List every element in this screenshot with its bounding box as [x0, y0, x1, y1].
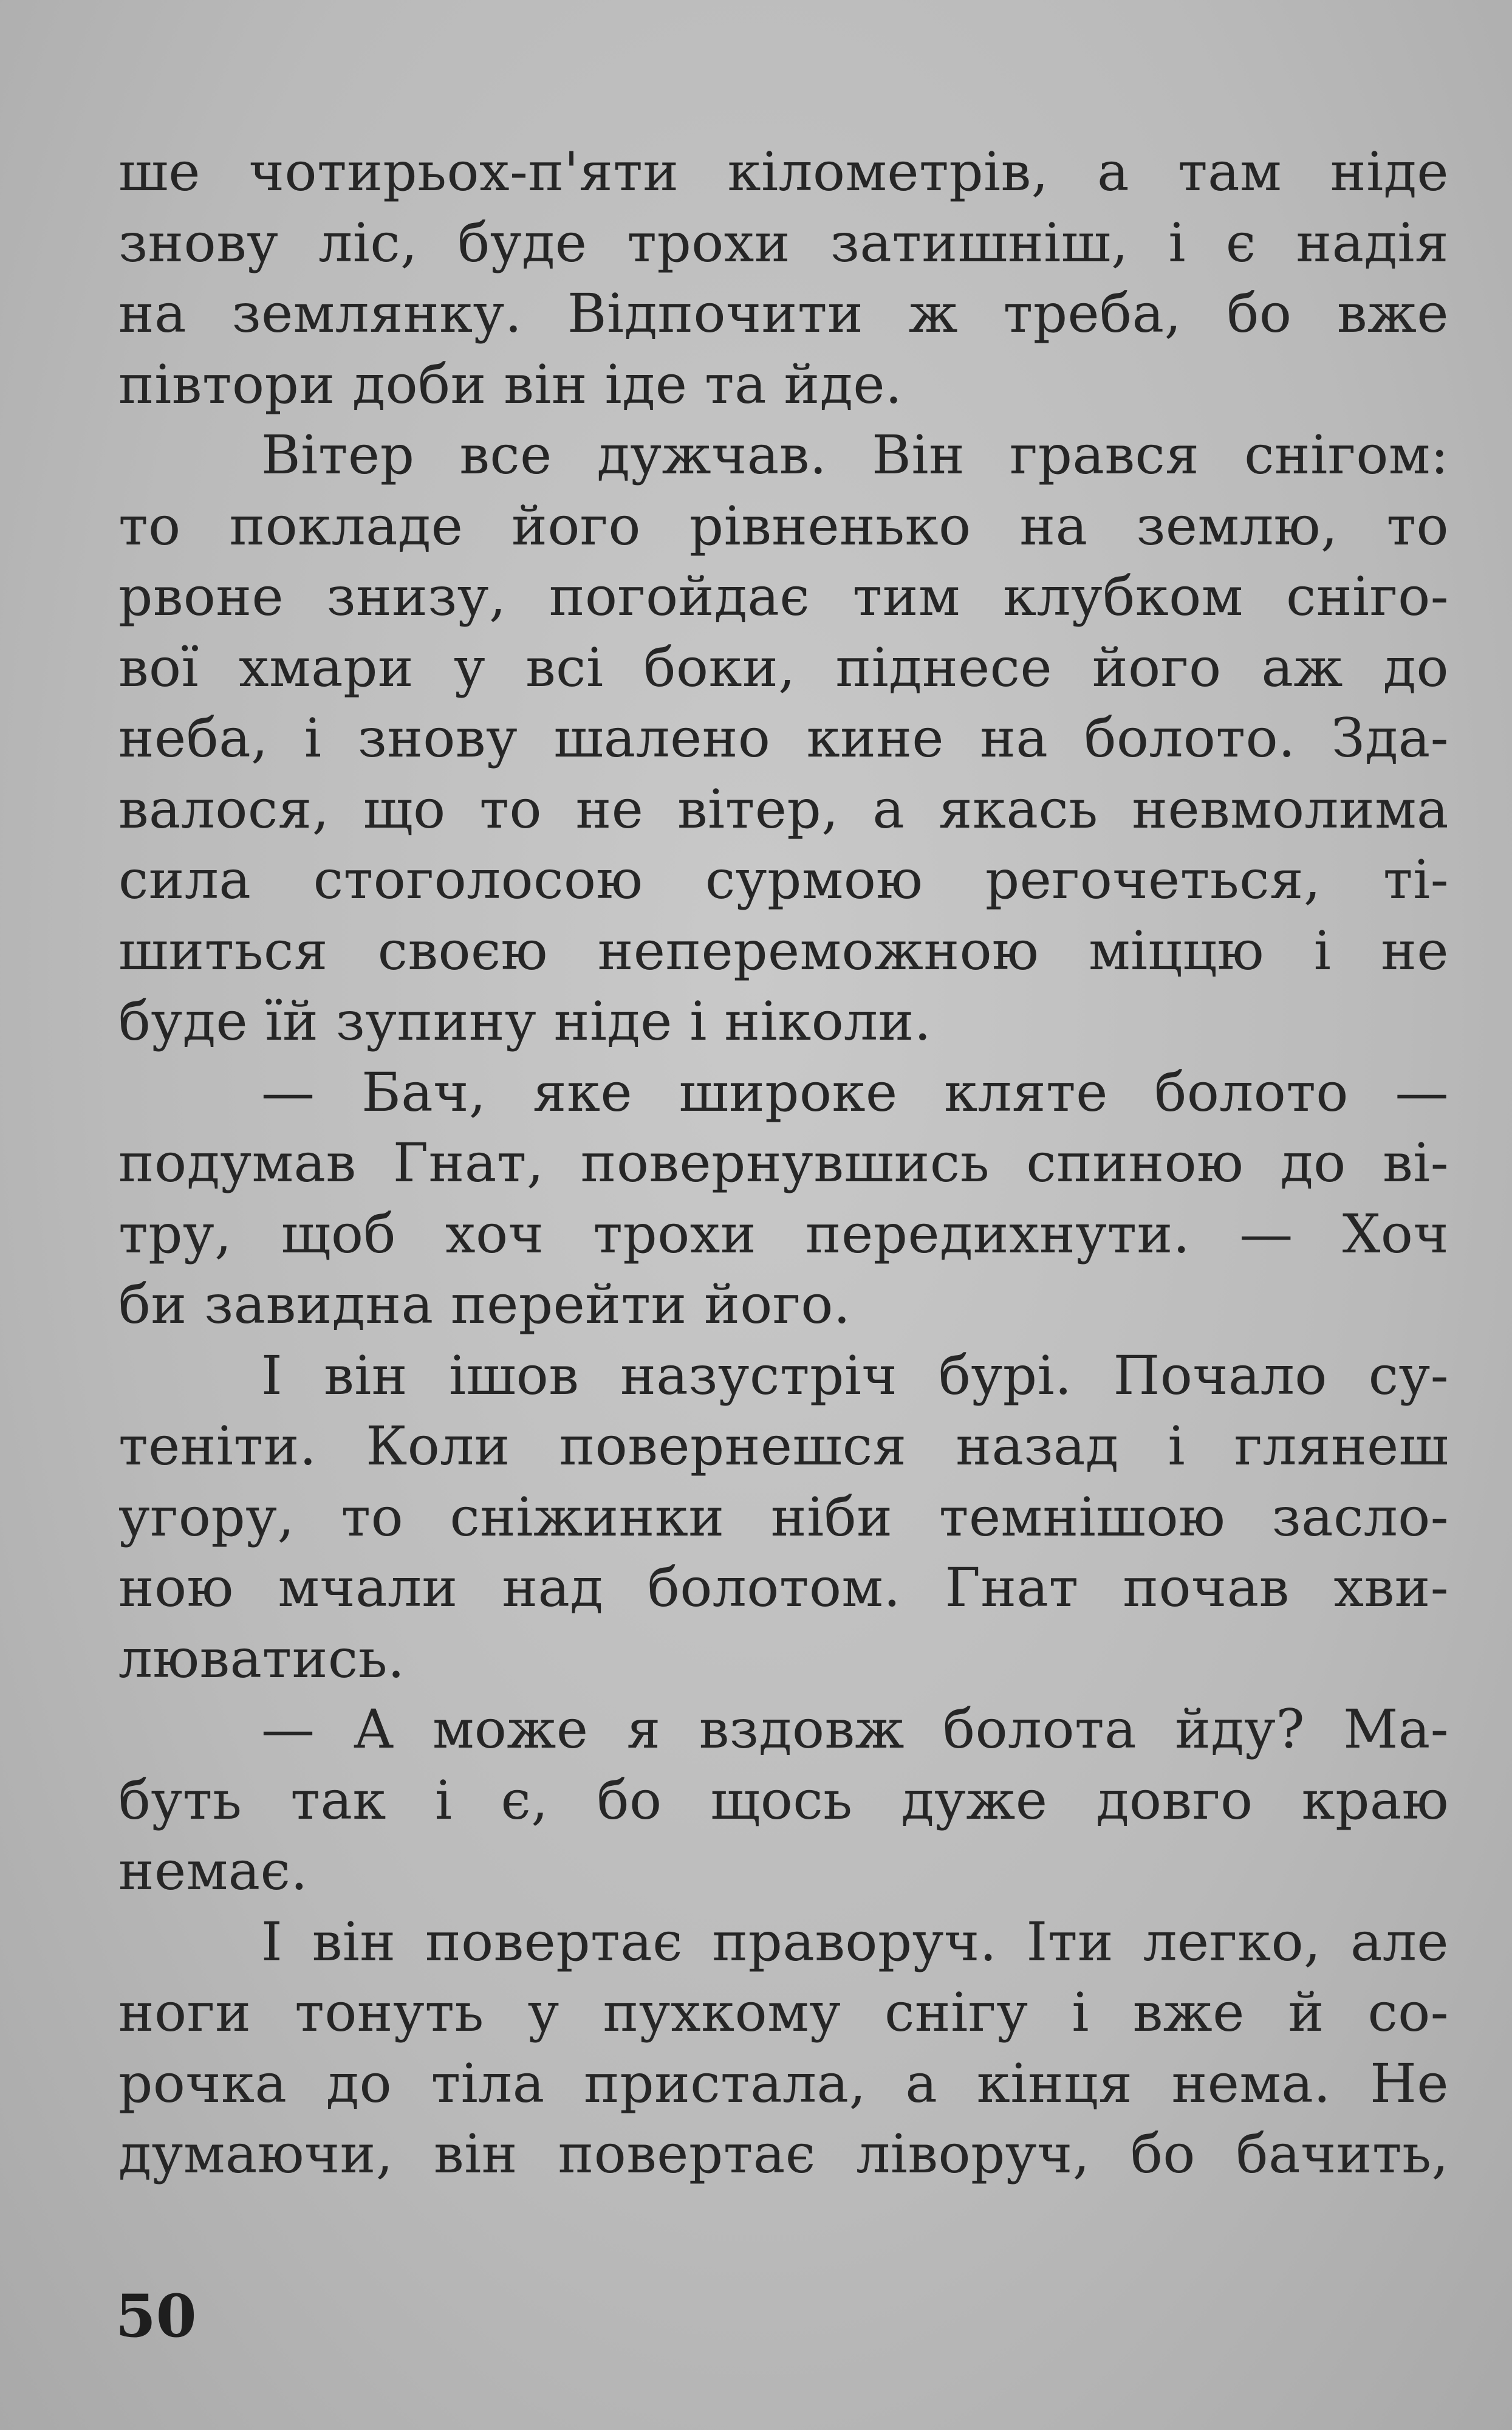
text-line: ноги тонуть у пухкому снігу і вже й со- [118, 1981, 1449, 2044]
text-line: ною мчали над болотом. Гнат почав хви- [118, 1556, 1449, 1619]
text-line: тру, щоб хоч трохи передихнути. — Хоч [118, 1202, 1449, 1265]
text-line: І він повертає праворуч. Іти легко, але [261, 1910, 1449, 1973]
text-line: думаючи, він повертає ліворуч, бо бачить, [118, 2123, 1449, 2185]
text-line: шиться своєю непереможною міццю і не [118, 919, 1449, 982]
text-line: півтори доби він іде та йде. [118, 352, 903, 416]
text-line: знову ліс, буде трохи затишніш, і є надія [118, 211, 1449, 274]
text-line: люватись. [118, 1627, 405, 1690]
text-line: ше чотирьох-п'яти кілометрів, а там ніде [118, 140, 1449, 203]
text-line: сила стоголосою сурмою регочеться, ті- [118, 848, 1449, 911]
text-line: валося, що то не вітер, а якась невмолима [118, 777, 1449, 840]
text-line: то покладе його рівненько на землю, то [118, 494, 1449, 557]
text-line: рочка до тіла пристала, а кінця нема. Не [118, 2051, 1449, 2115]
text-line: подумав Гнат, повернувшись спиною до ві- [118, 1131, 1449, 1194]
text-line: неба, і знову шалено кине на болото. Зда- [118, 707, 1449, 769]
text-line: вої хмари у всі боки, піднесе його аж до [118, 636, 1449, 699]
text-line: — А може я вздовж болота йду? Ма- [261, 1698, 1449, 1760]
text-line: би завидна перейти його. [118, 1273, 851, 1336]
text-line: Вітер все дужчав. Він грався снігом: [261, 424, 1449, 486]
text-line: угору, то сніжинки ніби темнішою засло- [118, 1485, 1449, 1548]
text-line: буде їй зупину ніде і ніколи. [118, 990, 932, 1052]
text-line: І він ішов назустріч бурі. Почало су- [261, 1344, 1449, 1407]
text-line: немає. [118, 1839, 308, 1902]
text-line: рвоне знизу, погойдає тим клубком сніго- [118, 565, 1449, 628]
page-text [118, 137, 1449, 2190]
text-line: буть так і є, бо щось дуже довго краю [118, 1768, 1449, 1831]
text-line: — Бач, яке широке кляте болото — [261, 1060, 1449, 1124]
text-line: на землянку. Відпочити ж треба, бо вже [118, 282, 1449, 345]
page-number: 50 [115, 2282, 197, 2350]
text-line: теніти. Коли повернешся назад і глянеш [118, 1415, 1449, 1477]
